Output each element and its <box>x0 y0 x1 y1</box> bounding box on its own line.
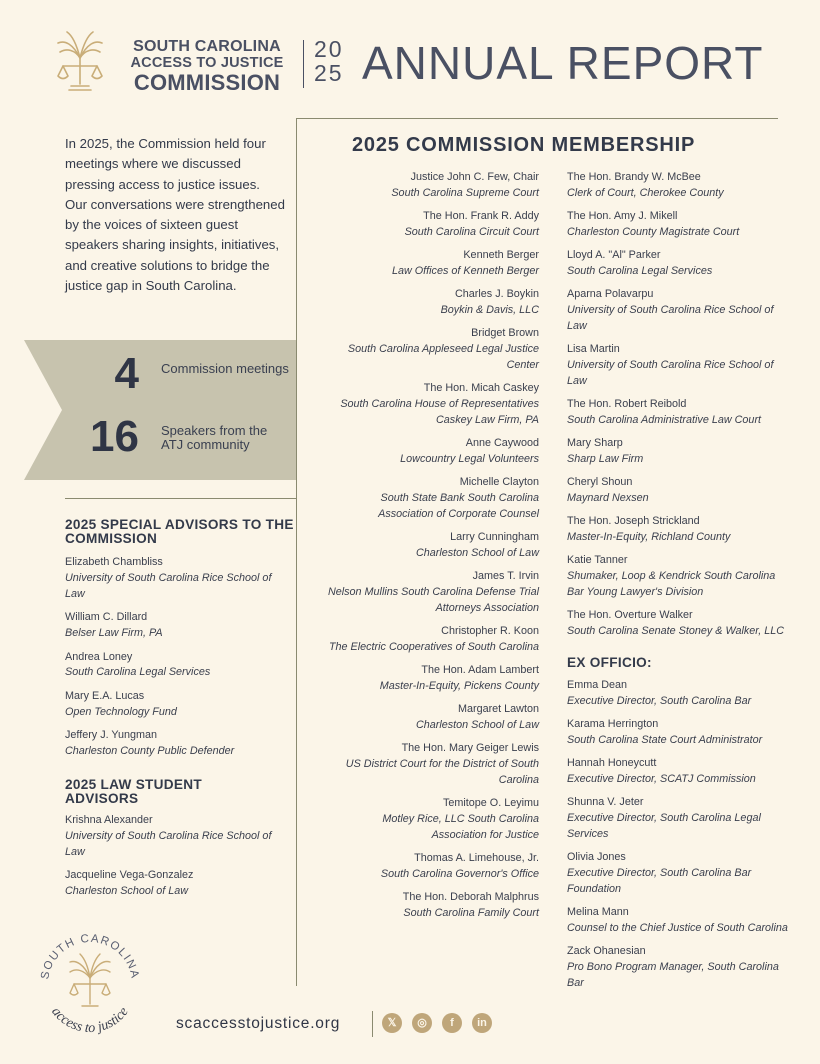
member-name: Thomas A. Limehouse, Jr. <box>414 852 539 865</box>
list-item <box>327 702 539 734</box>
member-name: Zack Ohanesian <box>567 945 646 958</box>
member-affiliation: Charleston School of Law <box>415 546 539 559</box>
member-affiliation: Motley Rice, LLC South Carolina Association for Justice <box>382 813 539 841</box>
member-name: The Hon. Amy J. Mikell <box>567 210 678 223</box>
facebook-icon[interactable]: f <box>442 1013 462 1033</box>
membership-heading: 2025 COMMISSION MEMBERSHIP <box>352 134 696 156</box>
member-affiliation: Executive Director, South Carolina Bar Foundation <box>567 866 752 895</box>
person-affiliation: South Carolina Legal Services <box>65 666 211 679</box>
list-item <box>327 796 539 843</box>
member-affiliation: Nelson Mullins South Carolina Defense Trial Attorneys Association <box>327 586 539 614</box>
member-affiliation: South Carolina Governor's Office <box>380 867 539 880</box>
member-name: Shunna V. Jeter <box>567 796 644 809</box>
member-name: Charles J. Boykin <box>454 288 539 301</box>
list-item <box>327 287 539 319</box>
seal-top-text: SOUTH CAROLINA <box>39 932 141 981</box>
member-name: Larry Cunningham <box>450 531 539 544</box>
list-item <box>65 813 290 860</box>
member-affiliation: University of South Carolina Rice School of Law <box>567 304 774 332</box>
member-name: Bridget Brown <box>471 327 539 340</box>
org-name-line3: COMMISSION <box>133 69 281 95</box>
member-affiliation: South Carolina Appleseed Legal Justice Center <box>347 343 539 371</box>
member-affiliation: US District Court for the District of South Carolina <box>345 758 539 786</box>
list-item <box>567 436 792 468</box>
list-item <box>327 381 539 428</box>
member-affiliation: Executive Director, South Carolina Bar <box>567 694 752 707</box>
member-name: The Hon. Deborah Malphrus <box>402 891 539 904</box>
seal-bottom-text: access to justice <box>48 1004 132 1036</box>
list-item <box>65 728 290 760</box>
list-item <box>327 890 539 922</box>
member-affiliation: South Carolina Supreme Court <box>391 186 539 199</box>
member-name: The Hon. Robert Reibold <box>567 398 687 411</box>
list-item <box>327 475 539 522</box>
list-item <box>567 850 792 897</box>
student-advisors-list <box>65 813 290 908</box>
top-rule <box>296 118 778 119</box>
member-affiliation: Law Offices of Kenneth Berger <box>391 264 539 277</box>
member-name: Cheryl Shoun <box>567 476 633 489</box>
org-name-line2: ACCESS TO JUSTICE <box>130 55 284 71</box>
member-affiliation: South Carolina Administrative Law Court <box>567 413 762 426</box>
member-affiliation: Counsel to the Chief Justice of South Carolina <box>567 921 788 934</box>
header-divider <box>303 40 304 88</box>
member-name: Aparna Polavarpu <box>567 288 654 301</box>
member-affiliation: South State Bank South Carolina Association of Corporate Counsel <box>378 492 539 520</box>
member-affiliation: The Electric Cooperatives of South Carolina <box>328 640 539 653</box>
list-item <box>65 689 290 721</box>
member-affiliation: University of South Carolina Rice School of Law <box>567 358 774 387</box>
member-name: Margaret Lawton <box>457 703 539 716</box>
list-item <box>327 741 539 788</box>
member-name: Michelle Clayton <box>459 476 539 489</box>
member-affiliation: South Carolina State Court Administrator <box>567 733 763 746</box>
list-item <box>567 342 792 389</box>
member-affiliation: Maynard Nexsen <box>567 492 649 505</box>
person-affiliation: Open Technology Fund <box>65 705 177 718</box>
stats-banner <box>24 340 296 480</box>
list-item <box>567 717 792 749</box>
member-name: The Hon. Brandy W. McBee <box>567 171 701 183</box>
list-item <box>327 530 539 562</box>
list-item <box>327 663 539 695</box>
person-name: Krishna Alexander <box>65 814 153 826</box>
list-item <box>327 569 539 616</box>
member-name: Kenneth Berger <box>463 249 539 262</box>
list-item <box>567 756 792 788</box>
instagram-icon[interactable]: ◎ <box>412 1013 432 1033</box>
member-name: The Hon. Overture Walker <box>567 609 693 622</box>
member-name: Christopher R. Koon <box>441 625 539 638</box>
member-name: The Hon. Adam Lambert <box>421 664 539 677</box>
stat-meetings-number: 4 <box>114 349 139 398</box>
membership-right-column <box>567 170 792 999</box>
member-name: The Hon. Micah Caskey <box>423 382 539 395</box>
list-item <box>567 553 792 600</box>
list-item <box>567 795 792 842</box>
report-title: ANNUAL REPORT <box>362 37 764 89</box>
member-name: James T. Irvin <box>472 570 539 583</box>
list-item <box>65 868 290 900</box>
ex-officio-heading: EX OFFICIO: <box>567 654 652 670</box>
special-advisors-list <box>65 555 290 768</box>
stat-speakers-label: Speakers from the ATJ community <box>161 423 268 452</box>
website-link[interactable]: scaccesstojustice.org <box>176 1015 341 1032</box>
member-affiliation: Master-In-Equity, Richland County <box>567 531 731 544</box>
intro-paragraph: In 2025, the Commission held four meetings where we discussed pressing access to justice issues. Our conversations were strengthened by the voices of sixteen guest speakers sharing insights, initiatives, and creative solutions to bridge the justice gap in South Carolina. <box>65 136 285 294</box>
person-affiliation: University of South Carolina Rice School of Law <box>65 829 272 858</box>
access-to-justice-seal-icon <box>36 926 144 1036</box>
commission-logo-icon <box>55 28 105 94</box>
list-item <box>327 170 539 202</box>
person-affiliation: University of South Carolina Rice School of Law <box>65 571 272 600</box>
org-name <box>118 39 296 94</box>
year-bottom: 25 <box>314 60 344 86</box>
list-item <box>567 944 792 991</box>
list-item <box>65 650 290 682</box>
member-name: Mary Sharp <box>567 437 623 450</box>
member-affiliation: Shumaker, Loop & Kendrick South Carolina Bar Young Lawyer's Division <box>567 570 776 599</box>
member-affiliation: Lowcountry Legal Volunteers <box>400 452 539 465</box>
list-item <box>567 209 792 241</box>
member-name: The Hon. Frank R. Addy <box>423 210 539 223</box>
member-name: Olivia Jones <box>567 851 626 864</box>
person-name: Jacqueline Vega-Gonzalez <box>65 869 194 882</box>
list-item <box>567 905 792 937</box>
list-item <box>65 610 290 642</box>
list-item <box>567 287 792 334</box>
column-divider <box>296 118 297 986</box>
member-name: Lloyd A. "Al" Parker <box>567 249 661 262</box>
member-affiliation: South Carolina House of Representatives Caskey Law Firm, PA <box>340 398 539 426</box>
person-name: Mary E.A. Lucas <box>65 689 145 702</box>
member-affiliation: South Carolina Senate Stoney & Walker, LLC <box>567 625 785 638</box>
member-affiliation: Executive Director, South Carolina Legal Services <box>567 812 761 840</box>
list-item <box>567 170 792 202</box>
member-name: Karama Herrington <box>567 718 659 731</box>
student-advisors-heading: 2025 LAW STUDENT ADVISORS <box>65 777 202 806</box>
list-item <box>65 555 290 602</box>
member-affiliation: South Carolina Circuit Court <box>404 225 539 238</box>
person-name: Andrea Loney <box>65 650 133 663</box>
member-name: Temitope O. Leyimu <box>442 797 539 810</box>
member-affiliation: Charleston County Magistrate Court <box>567 225 740 238</box>
member-name: Hannah Honeycutt <box>567 757 657 770</box>
member-name: Lisa Martin <box>567 343 620 356</box>
svg-text:SOUTH CAROLINA <box>39 933 141 981</box>
member-name: Anne Caywood <box>465 437 539 450</box>
list-item <box>567 248 792 280</box>
left-rule <box>65 498 296 499</box>
org-name-line1: SOUTH CAROLINA <box>133 38 281 55</box>
list-item <box>327 209 539 241</box>
member-name: The Hon. Joseph Strickland <box>567 515 700 528</box>
list-item <box>567 514 792 546</box>
person-name: William C. Dillard <box>65 611 148 624</box>
member-name: Katie Tanner <box>567 554 628 567</box>
special-advisors-heading: 2025 SPECIAL ADVISORS TO THE COMMISSION <box>65 517 294 546</box>
list-item <box>327 326 539 373</box>
list-item <box>567 397 792 429</box>
member-affiliation: Clerk of Court, Cherokee County <box>567 186 724 199</box>
member-affiliation: Executive Director, SCATJ Commission <box>567 772 756 785</box>
membership-left-column <box>327 170 539 929</box>
list-item <box>327 851 539 883</box>
member-affiliation: South Carolina Family Court <box>403 907 539 920</box>
svg-text:access to justice <box>48 1005 132 1036</box>
member-name: Emma Dean <box>567 678 628 691</box>
list-item <box>327 624 539 656</box>
linkedin-icon[interactable]: in <box>472 1013 492 1033</box>
member-name: Justice John C. Few, Chair <box>410 171 539 183</box>
member-affiliation: Pro Bono Program Manager, South Carolina Bar <box>567 960 779 989</box>
member-affiliation: Sharp Law Firm <box>567 452 644 465</box>
member-affiliation: Boykin & Davis, LLC <box>440 304 539 317</box>
member-affiliation: South Carolina Legal Services <box>567 264 713 277</box>
year-top: 20 <box>314 36 344 62</box>
person-affiliation: Charleston County Public Defender <box>65 745 235 758</box>
list-item <box>327 436 539 468</box>
stat-meetings-label: Commission meetings <box>161 361 289 376</box>
stat-speakers-number: 16 <box>90 412 139 461</box>
person-name: Jeffery J. Yungman <box>65 729 158 742</box>
list-item <box>567 608 792 640</box>
person-name: Elizabeth Chambliss <box>65 556 163 568</box>
member-name: Melina Mann <box>567 905 629 918</box>
member-affiliation: Master-In-Equity, Pickens County <box>379 680 539 693</box>
x-icon[interactable]: 𝕏 <box>382 1013 402 1033</box>
member-name: The Hon. Mary Geiger Lewis <box>401 742 539 755</box>
list-item <box>567 678 792 710</box>
person-affiliation: Charleston School of Law <box>65 884 189 897</box>
list-item <box>327 248 539 280</box>
person-affiliation: Belser Law Firm, PA <box>65 626 163 639</box>
report-year <box>314 37 344 85</box>
member-affiliation: Charleston School of Law <box>415 719 539 732</box>
footer-divider <box>372 1011 373 1037</box>
list-item <box>567 475 792 507</box>
